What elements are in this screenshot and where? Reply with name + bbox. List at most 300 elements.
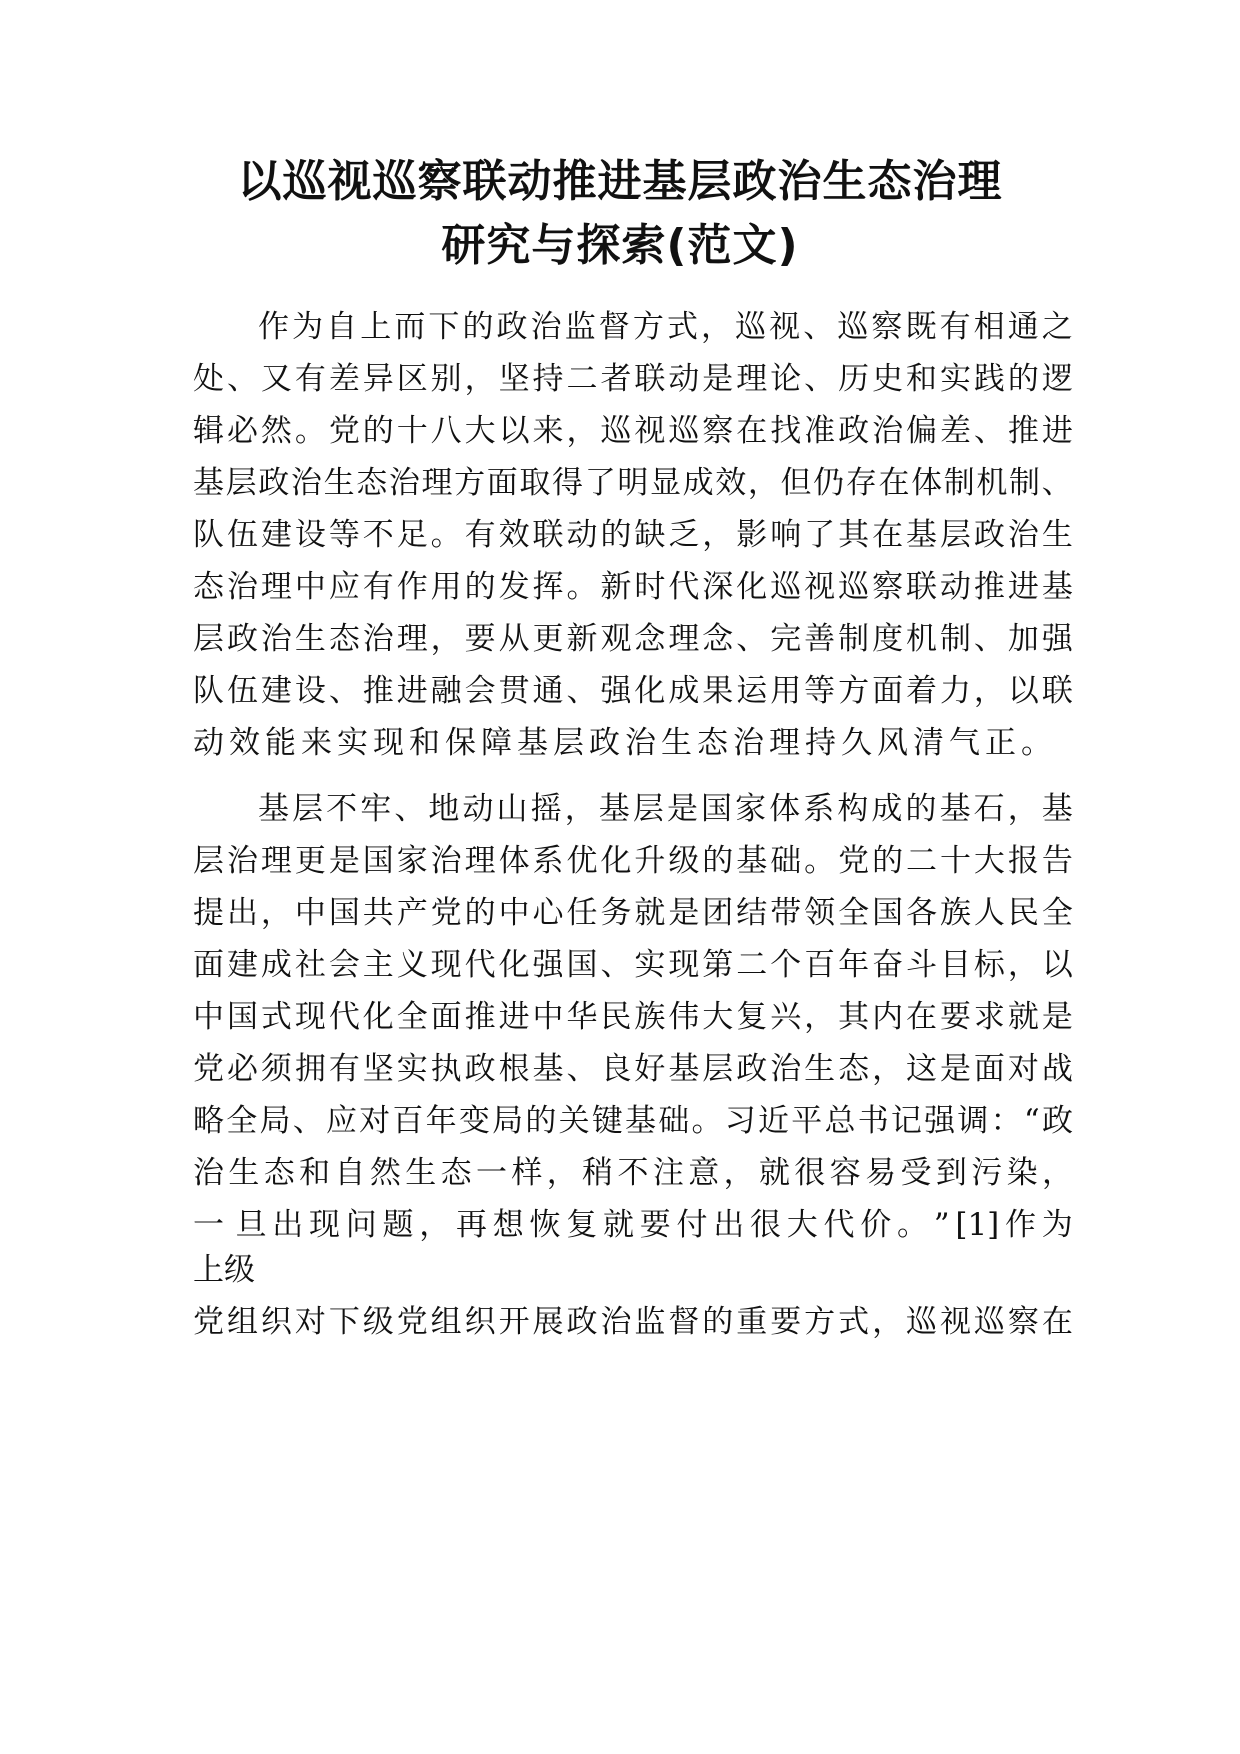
glyph: 治 — [226, 569, 258, 605]
glyph: 政 — [1041, 1103, 1073, 1139]
glyph: 进 — [396, 673, 428, 709]
glyph: 态 — [263, 1155, 295, 1191]
glyph: 基 — [736, 843, 768, 879]
glyph: 华 — [566, 999, 598, 1035]
glyph: 基 — [1041, 569, 1073, 605]
glyph: 局 — [259, 1103, 291, 1139]
glyph: 建 — [260, 673, 292, 709]
glyph: 联 — [532, 517, 564, 553]
glyph: ， — [747, 465, 779, 501]
glyph: ， — [566, 413, 598, 449]
glyph: 队 — [193, 517, 224, 553]
glyph: 家 — [396, 843, 428, 879]
glyph: 础 — [770, 843, 802, 879]
glyph: 出 — [226, 895, 258, 931]
glyph: 个 — [770, 947, 802, 983]
glyph: 斗 — [906, 947, 938, 983]
glyph: 念 — [702, 621, 734, 657]
glyph: 基 — [939, 791, 971, 827]
glyph: 设 — [294, 673, 326, 709]
glyph: 复 — [736, 999, 768, 1035]
glyph: 化 — [498, 947, 530, 983]
glyph: 的 — [362, 413, 394, 449]
glyph: 进 — [1041, 413, 1073, 449]
glyph: 强 — [600, 673, 632, 709]
glyph: 成 — [260, 947, 292, 983]
glyph: 系 — [803, 791, 835, 827]
glyph: 不 — [326, 791, 358, 827]
glyph: 、 — [736, 621, 768, 657]
glyph: 体 — [769, 791, 801, 827]
glyph: 中 — [193, 999, 224, 1035]
glyph: 理 — [260, 569, 292, 605]
glyph: 局 — [492, 1103, 524, 1139]
glyph: 政 — [464, 1051, 496, 1087]
text-line — [193, 1097, 1073, 1145]
glyph: 巡 — [906, 1304, 938, 1340]
glyph: 制 — [838, 621, 870, 657]
glyph: 层 — [702, 1051, 734, 1087]
text-line — [193, 993, 1073, 1041]
glyph: 治 — [430, 843, 462, 879]
glyph: 制 — [1009, 465, 1041, 501]
glyph: 国 — [328, 895, 360, 931]
glyph: 的 — [464, 895, 496, 931]
glyph: 治 — [362, 621, 394, 657]
glyph: 产 — [396, 895, 428, 931]
text-line — [193, 889, 1073, 937]
glyph: 治 — [226, 843, 258, 879]
glyph: 伍 — [226, 517, 258, 553]
glyph: 察 — [702, 413, 734, 449]
glyph: 明 — [617, 465, 649, 501]
glyph: 拥 — [294, 1051, 326, 1087]
glyph: 百 — [392, 1103, 424, 1139]
glyph: 的 — [525, 1103, 557, 1139]
glyph: 系 — [532, 843, 564, 879]
glyph: 联 — [906, 569, 938, 605]
glyph: 通 — [532, 673, 564, 709]
glyph: 、 — [600, 947, 632, 983]
glyph: 现 — [294, 999, 326, 1035]
glyph: 是 — [702, 361, 734, 397]
glyph: 新 — [600, 569, 632, 605]
glyph: 内 — [872, 999, 904, 1035]
glyph: 别 — [430, 361, 462, 397]
glyph: 应 — [328, 569, 360, 605]
glyph: 现 — [430, 947, 462, 983]
glyph: 开 — [498, 1304, 530, 1340]
glyph: 注 — [652, 1155, 684, 1191]
glyph: 监 — [564, 309, 596, 345]
glyph: 态 — [193, 569, 224, 605]
glyph: 国 — [362, 843, 394, 879]
glyph: 用 — [430, 569, 462, 605]
glyph: 在 — [906, 999, 938, 1035]
glyph: 其 — [838, 999, 870, 1035]
glyph: 生 — [294, 621, 326, 657]
glyph: 现 — [668, 947, 700, 983]
glyph: 这 — [906, 1051, 938, 1087]
glyph: 层 — [632, 791, 664, 827]
glyph: 作 — [396, 569, 428, 605]
glyph: 党 — [328, 413, 360, 449]
glyph: 面 — [872, 673, 904, 709]
glyph: 习 — [724, 1103, 756, 1139]
text-line — [258, 785, 1073, 833]
glyph: 、 — [1041, 465, 1073, 501]
glyph: 调 — [957, 1103, 989, 1139]
glyph: 。 — [566, 569, 598, 605]
glyph: ， — [872, 1051, 904, 1087]
glyph: 党 — [838, 843, 870, 879]
glyph: 完 — [770, 621, 802, 657]
glyph: 和 — [906, 361, 938, 397]
glyph: 政 — [496, 309, 528, 345]
glyph: 要 — [939, 999, 971, 1035]
glyph: ， — [564, 791, 596, 827]
glyph: 推 — [362, 673, 394, 709]
glyph: 出 — [713, 1207, 745, 1243]
glyph: 式 — [666, 309, 698, 345]
glyph: 好 — [634, 1051, 666, 1087]
glyph: 标 — [973, 947, 1005, 983]
glyph: 化 — [736, 569, 768, 605]
glyph: 度 — [872, 621, 904, 657]
glyph: 基 — [906, 517, 938, 553]
glyph: 察 — [871, 309, 903, 345]
glyph: 。 — [294, 413, 326, 449]
glyph: 。 — [691, 1103, 723, 1139]
glyph: 出 — [272, 1207, 304, 1243]
glyph: 理 — [260, 843, 292, 879]
glyph: 联 — [634, 361, 666, 397]
glyph: 式 — [838, 1304, 870, 1340]
glyph: 强 — [1041, 621, 1073, 657]
glyph: ， — [723, 1155, 755, 1191]
glyph: 进 — [1007, 569, 1039, 605]
glyph: 的 — [702, 843, 734, 879]
glyph: 逻 — [1041, 361, 1073, 397]
glyph: 治 — [600, 1304, 632, 1340]
glyph: 近 — [757, 1103, 789, 1139]
glyph: 结 — [736, 895, 768, 931]
glyph: 是 — [668, 895, 700, 931]
glyph: 是 — [1041, 999, 1073, 1035]
glyph: 中 — [498, 895, 530, 931]
glyph: 既 — [905, 309, 937, 345]
glyph: 用 — [770, 673, 802, 709]
glyph: 面 — [193, 947, 224, 983]
glyph: 加 — [1007, 621, 1039, 657]
glyph: 人 — [973, 895, 1005, 931]
glyph: 报 — [1007, 843, 1039, 879]
glyph: 推 — [464, 999, 496, 1035]
glyph: 者 — [600, 361, 632, 397]
glyph: 恢 — [529, 1207, 561, 1243]
glyph: 须 — [260, 1051, 292, 1087]
glyph: 更 — [294, 843, 326, 879]
glyph: 然 — [369, 1155, 401, 1191]
glyph: 从 — [498, 621, 530, 657]
glyph: 基 — [598, 791, 630, 827]
glyph: 发 — [498, 569, 530, 605]
glyph: 动 — [939, 569, 971, 605]
glyph: 摇 — [530, 791, 562, 827]
glyph: 求 — [973, 999, 1005, 1035]
glyph: 共 — [362, 895, 394, 931]
glyph: 代 — [464, 947, 496, 983]
title-line-2: 研究与探索(范文) — [441, 220, 799, 271]
text-line — [193, 1149, 1073, 1197]
glyph: ： — [990, 1103, 1022, 1139]
glyph: 区 — [396, 361, 428, 397]
glyph: 强 — [924, 1103, 956, 1139]
text-line — [193, 941, 1073, 989]
glyph: 面 — [973, 1051, 1005, 1087]
glyph: 会 — [464, 673, 496, 709]
glyph: 队 — [193, 673, 224, 709]
glyph: 视 — [634, 413, 666, 449]
glyph: 领 — [804, 895, 836, 931]
glyph: 影 — [736, 517, 768, 553]
glyph: 展 — [532, 1304, 564, 1340]
glyph: 政 — [736, 1051, 768, 1087]
glyph: 缺 — [634, 517, 666, 553]
glyph: 牢 — [360, 791, 392, 827]
glyph: 政 — [566, 1304, 598, 1340]
glyph: 察 — [872, 569, 904, 605]
glyph: 代 — [823, 1207, 855, 1243]
glyph: 奋 — [872, 947, 904, 983]
glyph: 义 — [396, 947, 428, 983]
glyph: 二 — [736, 947, 768, 983]
glyph: 族 — [634, 999, 666, 1035]
glyph: 中 — [532, 999, 564, 1035]
glyph: 以 — [498, 413, 530, 449]
glyph: 巡 — [973, 1304, 1005, 1340]
glyph: 以 — [1041, 947, 1073, 983]
glyph: 观 — [600, 621, 632, 657]
glyph: 式 — [260, 999, 292, 1035]
glyph: 。 — [897, 1207, 928, 1243]
glyph: 级 — [362, 1304, 394, 1340]
text-line — [193, 1045, 1073, 1093]
glyph: 论 — [770, 361, 802, 397]
glyph: 巡 — [770, 569, 802, 605]
glyph: 通 — [1007, 309, 1039, 345]
glyph: 心 — [532, 895, 564, 931]
glyph: 必 — [226, 1051, 258, 1087]
glyph: “ — [1023, 1103, 1040, 1139]
glyph: 复 — [566, 1207, 598, 1243]
glyph: 作 — [258, 309, 289, 345]
glyph: 理 — [736, 361, 768, 397]
glyph: 然 — [260, 413, 292, 449]
text-line: 动效能来实现和保障基层政治生态治理持久风清气正。 — [193, 725, 1057, 761]
glyph: 态 — [838, 1051, 870, 1087]
glyph: 染 — [1006, 1155, 1038, 1191]
glyph: 视 — [939, 1304, 971, 1340]
glyph: 而 — [394, 309, 426, 345]
glyph: 升 — [634, 843, 666, 879]
glyph: 体 — [498, 843, 530, 879]
glyph: 存 — [845, 465, 877, 501]
glyph: 总 — [824, 1103, 856, 1139]
glyph: 融 — [430, 673, 462, 709]
glyph: 键 — [591, 1103, 623, 1139]
glyph: 族 — [939, 895, 971, 931]
glyph: 显 — [649, 465, 681, 501]
glyph: 挥 — [532, 569, 564, 605]
glyph: 层 — [193, 621, 224, 657]
glyph: 年 — [838, 947, 870, 983]
text-line — [258, 303, 1073, 351]
glyph: 得 — [552, 465, 584, 501]
glyph: 善 — [804, 621, 836, 657]
glyph: 以 — [1007, 673, 1039, 709]
glyph: 联 — [1041, 673, 1073, 709]
glyph: 下 — [428, 309, 460, 345]
text-line — [193, 563, 1073, 611]
glyph: ， — [464, 361, 496, 397]
glyph: 差 — [328, 361, 360, 397]
glyph: 生 — [405, 1155, 437, 1191]
glyph: 有 — [464, 517, 496, 553]
glyph: 基 — [532, 1051, 564, 1087]
glyph: 、 — [566, 673, 598, 709]
glyph: 偏 — [906, 413, 938, 449]
glyph: 视 — [769, 309, 801, 345]
glyph: 巡 — [600, 413, 632, 449]
glyph: 社 — [294, 947, 326, 983]
glyph: 态 — [356, 465, 388, 501]
glyph: 在 — [878, 465, 910, 501]
text-line — [193, 615, 1073, 663]
glyph: 有 — [362, 569, 394, 605]
glyph: 在 — [736, 413, 768, 449]
glyph: 巡 — [838, 569, 870, 605]
glyph: 级 — [668, 843, 700, 879]
glyph: 层 — [193, 843, 224, 879]
glyph: 提 — [193, 895, 224, 931]
glyph: 制 — [939, 621, 971, 657]
glyph: 书 — [857, 1103, 889, 1139]
glyph: 二 — [566, 361, 598, 397]
glyph: 平 — [791, 1103, 823, 1139]
glyph: 取 — [519, 465, 551, 501]
glyph: 推 — [1007, 413, 1039, 449]
glyph: 国 — [566, 947, 598, 983]
glyph: 基 — [1041, 791, 1073, 827]
glyph: 基 — [668, 1051, 700, 1087]
glyph: 织 — [464, 1304, 496, 1340]
glyph: ， — [701, 309, 733, 345]
glyph: 面 — [430, 999, 462, 1035]
glyph: 国 — [226, 999, 258, 1035]
glyph: 不 — [617, 1155, 649, 1191]
glyph: 有 — [328, 1051, 360, 1087]
glyph: 八 — [430, 413, 462, 449]
glyph: ” — [933, 1207, 950, 1243]
glyph: 各 — [906, 895, 938, 931]
glyph: 理 — [668, 621, 700, 657]
glyph: 化 — [634, 673, 666, 709]
glyph: 史 — [872, 361, 904, 397]
glyph: 处 — [193, 361, 224, 397]
glyph: 上 — [360, 309, 392, 345]
glyph: 百 — [804, 947, 836, 983]
glyph: 的 — [872, 843, 904, 879]
glyph: 党 — [396, 1304, 428, 1340]
glyph: 巡 — [837, 309, 869, 345]
glyph: 全 — [226, 1103, 258, 1139]
glyph: 体 — [911, 465, 943, 501]
glyph: 面 — [486, 465, 518, 501]
text-line — [193, 355, 1073, 403]
glyph: ， — [872, 1304, 904, 1340]
glyph: 理 — [396, 621, 428, 657]
text-line — [193, 1201, 1073, 1249]
glyph: 中 — [294, 569, 326, 605]
glyph: 石 — [973, 791, 1005, 827]
glyph: 实 — [396, 1051, 428, 1087]
glyph: 在 — [872, 517, 904, 553]
glyph: 生 — [323, 465, 355, 501]
glyph: 容 — [829, 1155, 861, 1191]
glyph: ， — [1007, 947, 1039, 983]
glyph: 一 — [476, 1155, 507, 1191]
glyph: 巡 — [735, 309, 767, 345]
glyph: 方 — [632, 309, 664, 345]
glyph: 、 — [292, 1103, 324, 1139]
glyph: 大 — [786, 1207, 818, 1243]
glyph: 治 — [388, 465, 420, 501]
glyph: 、 — [803, 309, 835, 345]
glyph: 山 — [496, 791, 528, 827]
glyph: 动 — [566, 517, 598, 553]
glyph: 又 — [260, 361, 292, 397]
text-line — [193, 1298, 1073, 1346]
glyph: 兴 — [770, 999, 802, 1035]
glyph: 是 — [328, 843, 360, 879]
glyph: 、 — [328, 673, 360, 709]
glyph: ， — [804, 999, 836, 1035]
glyph: 基 — [625, 1103, 657, 1139]
glyph: 监 — [634, 1304, 666, 1340]
glyph: 样 — [511, 1155, 543, 1191]
text-line — [193, 407, 1073, 455]
glyph: 推 — [973, 569, 1005, 605]
title-line-1: 以巡视巡察联动推进基层政治生态治理 — [237, 156, 1003, 207]
glyph: 变 — [458, 1103, 490, 1139]
glyph: ， — [1007, 791, 1039, 827]
glyph: 团 — [702, 895, 734, 931]
glyph: 政 — [258, 465, 290, 501]
glyph: 、 — [394, 791, 426, 827]
glyph: 必 — [226, 413, 258, 449]
glyph: 国 — [872, 895, 904, 931]
glyph: 态 — [440, 1155, 472, 1191]
document-title — [0, 150, 1240, 278]
glyph: 治 — [290, 465, 322, 501]
glyph: ， — [419, 1207, 451, 1243]
glyph: 机 — [906, 621, 938, 657]
glyph: 到 — [935, 1155, 967, 1191]
glyph: 就 — [634, 895, 666, 931]
glyph: 治 — [1007, 517, 1039, 553]
glyph: 动 — [668, 361, 700, 397]
